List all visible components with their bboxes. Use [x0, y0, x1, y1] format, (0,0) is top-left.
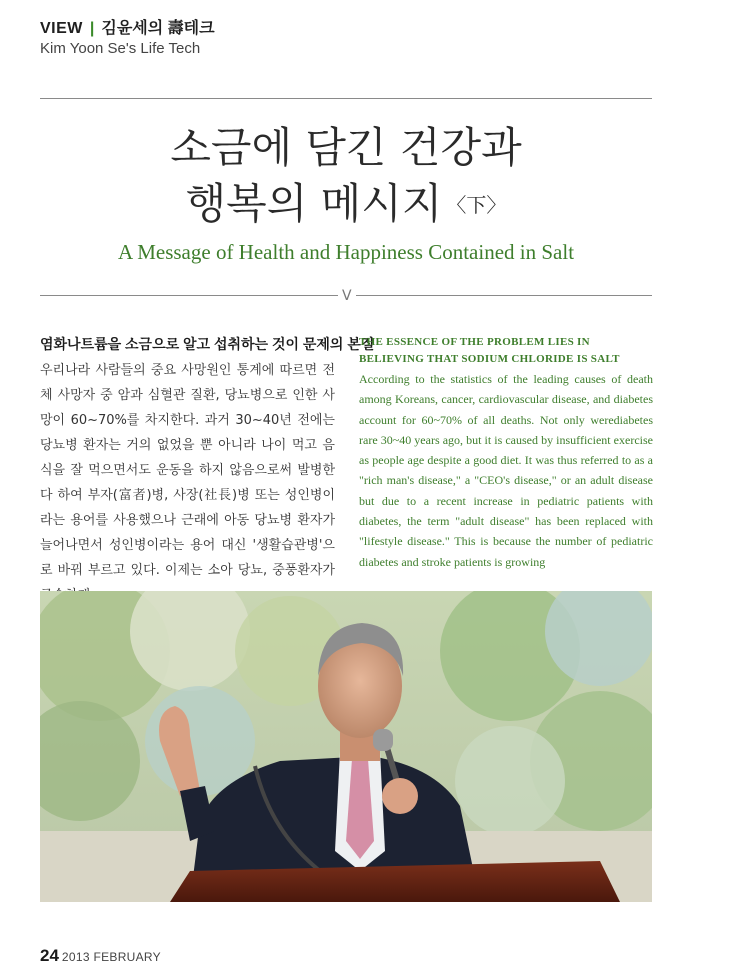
header-separator: | — [89, 20, 95, 37]
english-title: A Message of Health and Happiness Contained in Salt — [117, 240, 575, 264]
section-label: VIEW — [40, 20, 83, 37]
page-footer — [40, 946, 161, 966]
english-body-text: According to the statistics of the leading causes of death among Koreans, cancer, cardiovascular disease, and diabetes account for 60~70% of all deaths. Not only werediabetes rare 30~40 years ago, but it is caused by insufficient exercise as people age despite a good diet. It was thus referred to as a "rich man's disease," a "CEO's disease," or an adult disease but due to a recent increase in pediatric patients with diabetes, the term "adult disease" has been replaced with "lifestyle disease." This is because the number of pediatric diabetes and stroke patients is growing — [359, 372, 653, 569]
column-header — [40, 15, 215, 57]
korean-column — [40, 334, 375, 608]
page-number: 24 — [40, 946, 59, 965]
top-divider — [40, 98, 652, 99]
title-line-2: 행복의 메시지 — [185, 179, 443, 228]
column-title-english: Kim Yoon Se's Life Tech — [40, 40, 201, 57]
english-column — [359, 334, 653, 572]
korean-subheading: 염화나트륨을 소금으로 알고 섭취하는 것이 문제의 본질 — [40, 336, 375, 352]
speaker-photo — [40, 591, 652, 902]
title-part-marker: 〈下〉 — [446, 193, 507, 217]
title-line-2-wrap — [40, 176, 652, 233]
title-line-1: 소금에 담긴 건강과 — [170, 123, 522, 172]
issue-date: 2013 FEBRUARY — [61, 950, 161, 964]
divider-ornament-icon: ᐯ — [338, 287, 356, 304]
korean-body-text: 우리나라 사람들의 중요 사망원인 통계에 따르면 전체 사망자 중 암과 심혈관 질환, 당뇨병으로 인한 사망이 60~70%를 차지한다. 과거 30~40년 전에는 당뇨병 환자는 거의 없었을 뿐 아니라 나이 먹고 음식을 잘 먹으면서도 운동을 하지 않음으로써 발병한다 하여 부자(富者)병, 사장(社長)병 또는 성인병이라는 용어를 사용했으나 근래에 아동 당뇨병 환자가 늘어나면서 성인병이라는 용어 대신 '생활습관병'으로 바꿔 부르고 있다. 이제는 소아 당뇨, 중풍환자가 — [40, 363, 335, 578]
english-subheading: THE ESSENCE OF THE PROBLEM LIES IN BELIEVING THAT SODIUM CHLORIDE IS SALT — [359, 336, 620, 365]
column-title-korean: 김윤세의 壽테크 — [101, 20, 215, 37]
article-title — [40, 120, 652, 233]
